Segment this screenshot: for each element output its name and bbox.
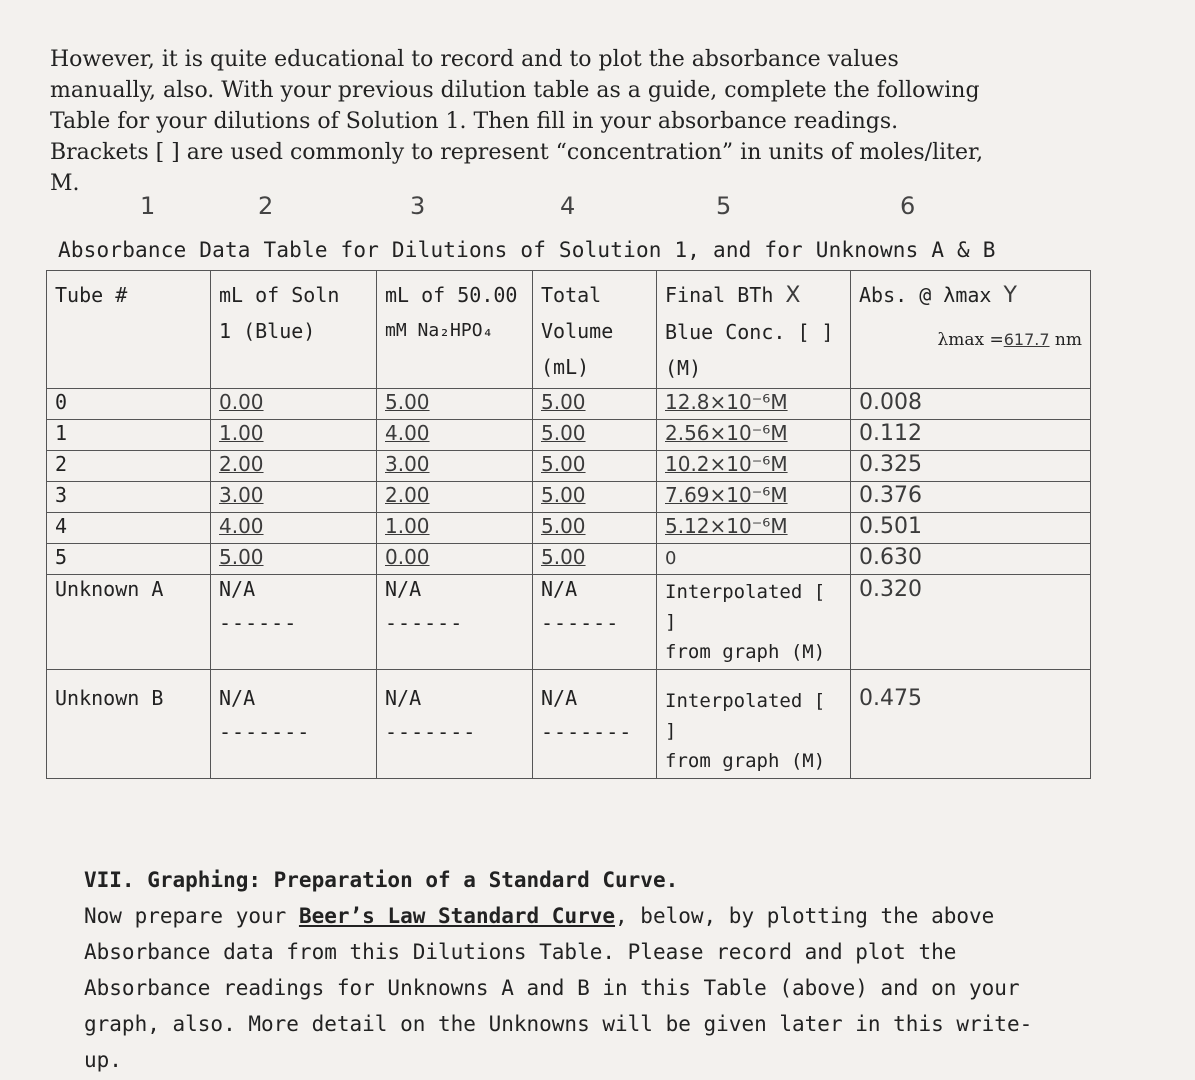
table-title: Absorbance Data Table for Dilutions of Solution 1, and for Unknowns A & B (58, 238, 996, 262)
cell-total (533, 451, 657, 482)
lambda-unit: nm (1054, 330, 1082, 350)
header-text: mM Na₂HPO₄ (385, 320, 494, 341)
cell-total (533, 420, 657, 451)
cell-value: 5.00 (219, 545, 264, 569)
cell-value: N/A (541, 686, 578, 710)
interp-text: Interpolated [ ] (665, 690, 826, 742)
header-text: Volume (541, 319, 614, 343)
header-text: (M) (665, 356, 702, 380)
header-text: (mL) (541, 355, 590, 379)
cell-soln (211, 544, 377, 575)
interp-text: Interpolated [ ] (665, 581, 826, 633)
cell-abs (851, 670, 1091, 779)
cell-value: 3.00 (385, 452, 430, 476)
cell-abs (851, 389, 1091, 420)
cell-soln (211, 482, 377, 513)
table-header-row (47, 271, 1091, 389)
header-text: Abs. @ λmax (859, 283, 992, 307)
header-concentration (657, 271, 851, 389)
table-row (47, 451, 1091, 482)
cell-value: 0.008 (859, 390, 922, 415)
column-number: 6 (900, 192, 916, 220)
cell-interpolated (657, 575, 851, 670)
cell-conc (657, 420, 851, 451)
graphing-section (84, 862, 1044, 1078)
handwritten-x-mark: X (785, 283, 801, 308)
column-number: 4 (560, 192, 576, 220)
header-soln (211, 271, 377, 389)
cell-value: 5.00 (385, 390, 430, 414)
cell-total (533, 389, 657, 420)
cell-total (533, 482, 657, 513)
intro-line: M. (50, 171, 80, 196)
interp-text: from graph (M) (665, 641, 826, 663)
cell-abs (851, 451, 1091, 482)
section-text: , below, by plotting the above (615, 904, 995, 928)
cell-phos (377, 513, 533, 544)
cell-value: 0.00 (219, 390, 264, 414)
cell-soln (211, 389, 377, 420)
table-row (47, 544, 1091, 575)
cell-unknown-label: Unknown B (47, 670, 211, 779)
cell-tube: 2 (47, 451, 211, 482)
cell-phos (377, 420, 533, 451)
header-text: 1 (Blue) (219, 319, 316, 343)
header-text: Final BTh (665, 283, 774, 307)
unknown-row (47, 670, 1091, 779)
cell-tube: 3 (47, 482, 211, 513)
cell-conc (657, 482, 851, 513)
cell-conc (657, 451, 851, 482)
interp-text: from graph (M) (665, 750, 826, 772)
column-number: 2 (258, 192, 274, 220)
cell-abs (851, 544, 1091, 575)
cell-value: 2.00 (219, 452, 264, 476)
cell-value: 5.00 (541, 421, 586, 445)
cell-abs (851, 420, 1091, 451)
cell-value: 5.00 (541, 514, 586, 538)
cell-unknown-label: Unknown A (47, 575, 211, 670)
cell-value: 1.00 (219, 421, 264, 445)
table-row (47, 420, 1091, 451)
cell-value: 5.00 (541, 390, 586, 414)
section-text: Now prepare your (84, 904, 299, 928)
lambda-max (859, 322, 1082, 358)
cell-value: 5.00 (541, 545, 586, 569)
cell-tube: 5 (47, 544, 211, 575)
section-line (84, 898, 1044, 934)
cell-soln (211, 420, 377, 451)
intro-line: Brackets [ ] are used commonly to represent “concentration” in units of moles/liter, (50, 140, 984, 165)
lambda-value: 617.7 (1003, 330, 1050, 349)
cell-value: 0.325 (859, 452, 922, 477)
dash-line: ------- (219, 720, 311, 744)
header-total-volume (533, 271, 657, 389)
header-text: Blue Conc. [ ] (665, 320, 834, 344)
absorbance-data-table (46, 270, 1091, 779)
table-row (47, 482, 1091, 513)
cell-value: 2.00 (385, 483, 430, 507)
intro-line: manually, also. With your previous dilution table as a guide, complete the following (50, 78, 980, 103)
cell-soln (211, 513, 377, 544)
cell-value: N/A (219, 577, 256, 601)
unknown-row (47, 575, 1091, 670)
cell-value: 0.320 (859, 577, 922, 602)
cell-value: N/A (385, 686, 422, 710)
cell-value: 5.00 (541, 452, 586, 476)
lambda-label: λmax = (937, 330, 1004, 350)
dash-line: ------ (219, 611, 298, 635)
cell-value: 4.00 (219, 514, 264, 538)
column-number: 5 (716, 192, 732, 220)
section-heading: VII. Graphing: Preparation of a Standard Curve. (84, 868, 679, 892)
cell-value: 0 (665, 548, 677, 569)
cell-na (211, 575, 377, 670)
cell-na (533, 670, 657, 779)
cell-conc (657, 544, 851, 575)
cell-conc (657, 513, 851, 544)
intro-line: However, it is quite educational to record and to plot the absorbance values (50, 47, 899, 72)
cell-total (533, 544, 657, 575)
cell-tube: 1 (47, 420, 211, 451)
cell-na (211, 670, 377, 779)
cell-tube: 0 (47, 389, 211, 420)
section-emphasis: Beer’s Law Standard Curve (298, 904, 616, 928)
cell-value: N/A (385, 577, 422, 601)
cell-conc (657, 389, 851, 420)
cell-phos (377, 451, 533, 482)
column-number: 3 (410, 192, 426, 220)
header-text: mL of Soln (219, 283, 340, 307)
intro-line: Table for your dilutions of Solution 1. Then fill in your absorbance readings. (50, 109, 899, 134)
cell-value: 5.00 (541, 483, 586, 507)
intro-paragraph (50, 44, 1010, 199)
cell-value: N/A (219, 686, 256, 710)
column-number: 1 (140, 192, 156, 220)
dash-line: ------- (385, 720, 477, 744)
cell-interpolated (657, 670, 851, 779)
dash-line: ------- (541, 720, 633, 744)
cell-value: 3.00 (219, 483, 264, 507)
cell-phos (377, 389, 533, 420)
cell-na (377, 575, 533, 670)
cell-value: 0.475 (859, 686, 922, 711)
section-line: Absorbance readings for Unknowns A and B in this Table (above) and on your (84, 976, 1020, 1000)
cell-value: 2.56×10⁻⁶M (665, 421, 788, 445)
cell-phos (377, 544, 533, 575)
cell-value: N/A (541, 577, 578, 601)
cell-value: 12.8×10⁻⁶M (665, 390, 788, 414)
dash-line: ------ (541, 611, 620, 635)
cell-abs (851, 575, 1091, 670)
section-line: graph, also. More detail on the Unknowns will be given later in this write-up. (84, 1012, 1033, 1072)
cell-na (377, 670, 533, 779)
cell-tube: 4 (47, 513, 211, 544)
cell-value: 0.376 (859, 483, 922, 508)
cell-total (533, 513, 657, 544)
cell-value: 10.2×10⁻⁶M (665, 452, 788, 476)
cell-phos (377, 482, 533, 513)
cell-value: 0.501 (859, 514, 922, 539)
header-absorbance (851, 271, 1091, 389)
header-text: mL of 50.00 (385, 283, 518, 307)
cell-na (533, 575, 657, 670)
cell-abs (851, 482, 1091, 513)
cell-value: 5.12×10⁻⁶M (665, 514, 788, 538)
dash-line: ------ (385, 611, 464, 635)
cell-soln (211, 451, 377, 482)
section-line: Absorbance data from this Dilutions Table. Please record and plot the (84, 940, 957, 964)
cell-value: 4.00 (385, 421, 430, 445)
header-tube (47, 271, 211, 389)
cell-value: 1.00 (385, 514, 430, 538)
header-text: Tube # (55, 283, 128, 307)
header-text: Total (541, 283, 602, 307)
header-phosphate (377, 271, 533, 389)
handwritten-y-mark: Y (1003, 283, 1017, 308)
cell-value: 0.112 (859, 421, 922, 446)
cell-value: 0.630 (859, 545, 922, 570)
table-row (47, 513, 1091, 544)
table-row (47, 389, 1091, 420)
cell-value: 7.69×10⁻⁶M (665, 483, 788, 507)
handwritten-column-numbers (0, 192, 1195, 228)
cell-abs (851, 513, 1091, 544)
cell-value: 0.00 (385, 545, 430, 569)
